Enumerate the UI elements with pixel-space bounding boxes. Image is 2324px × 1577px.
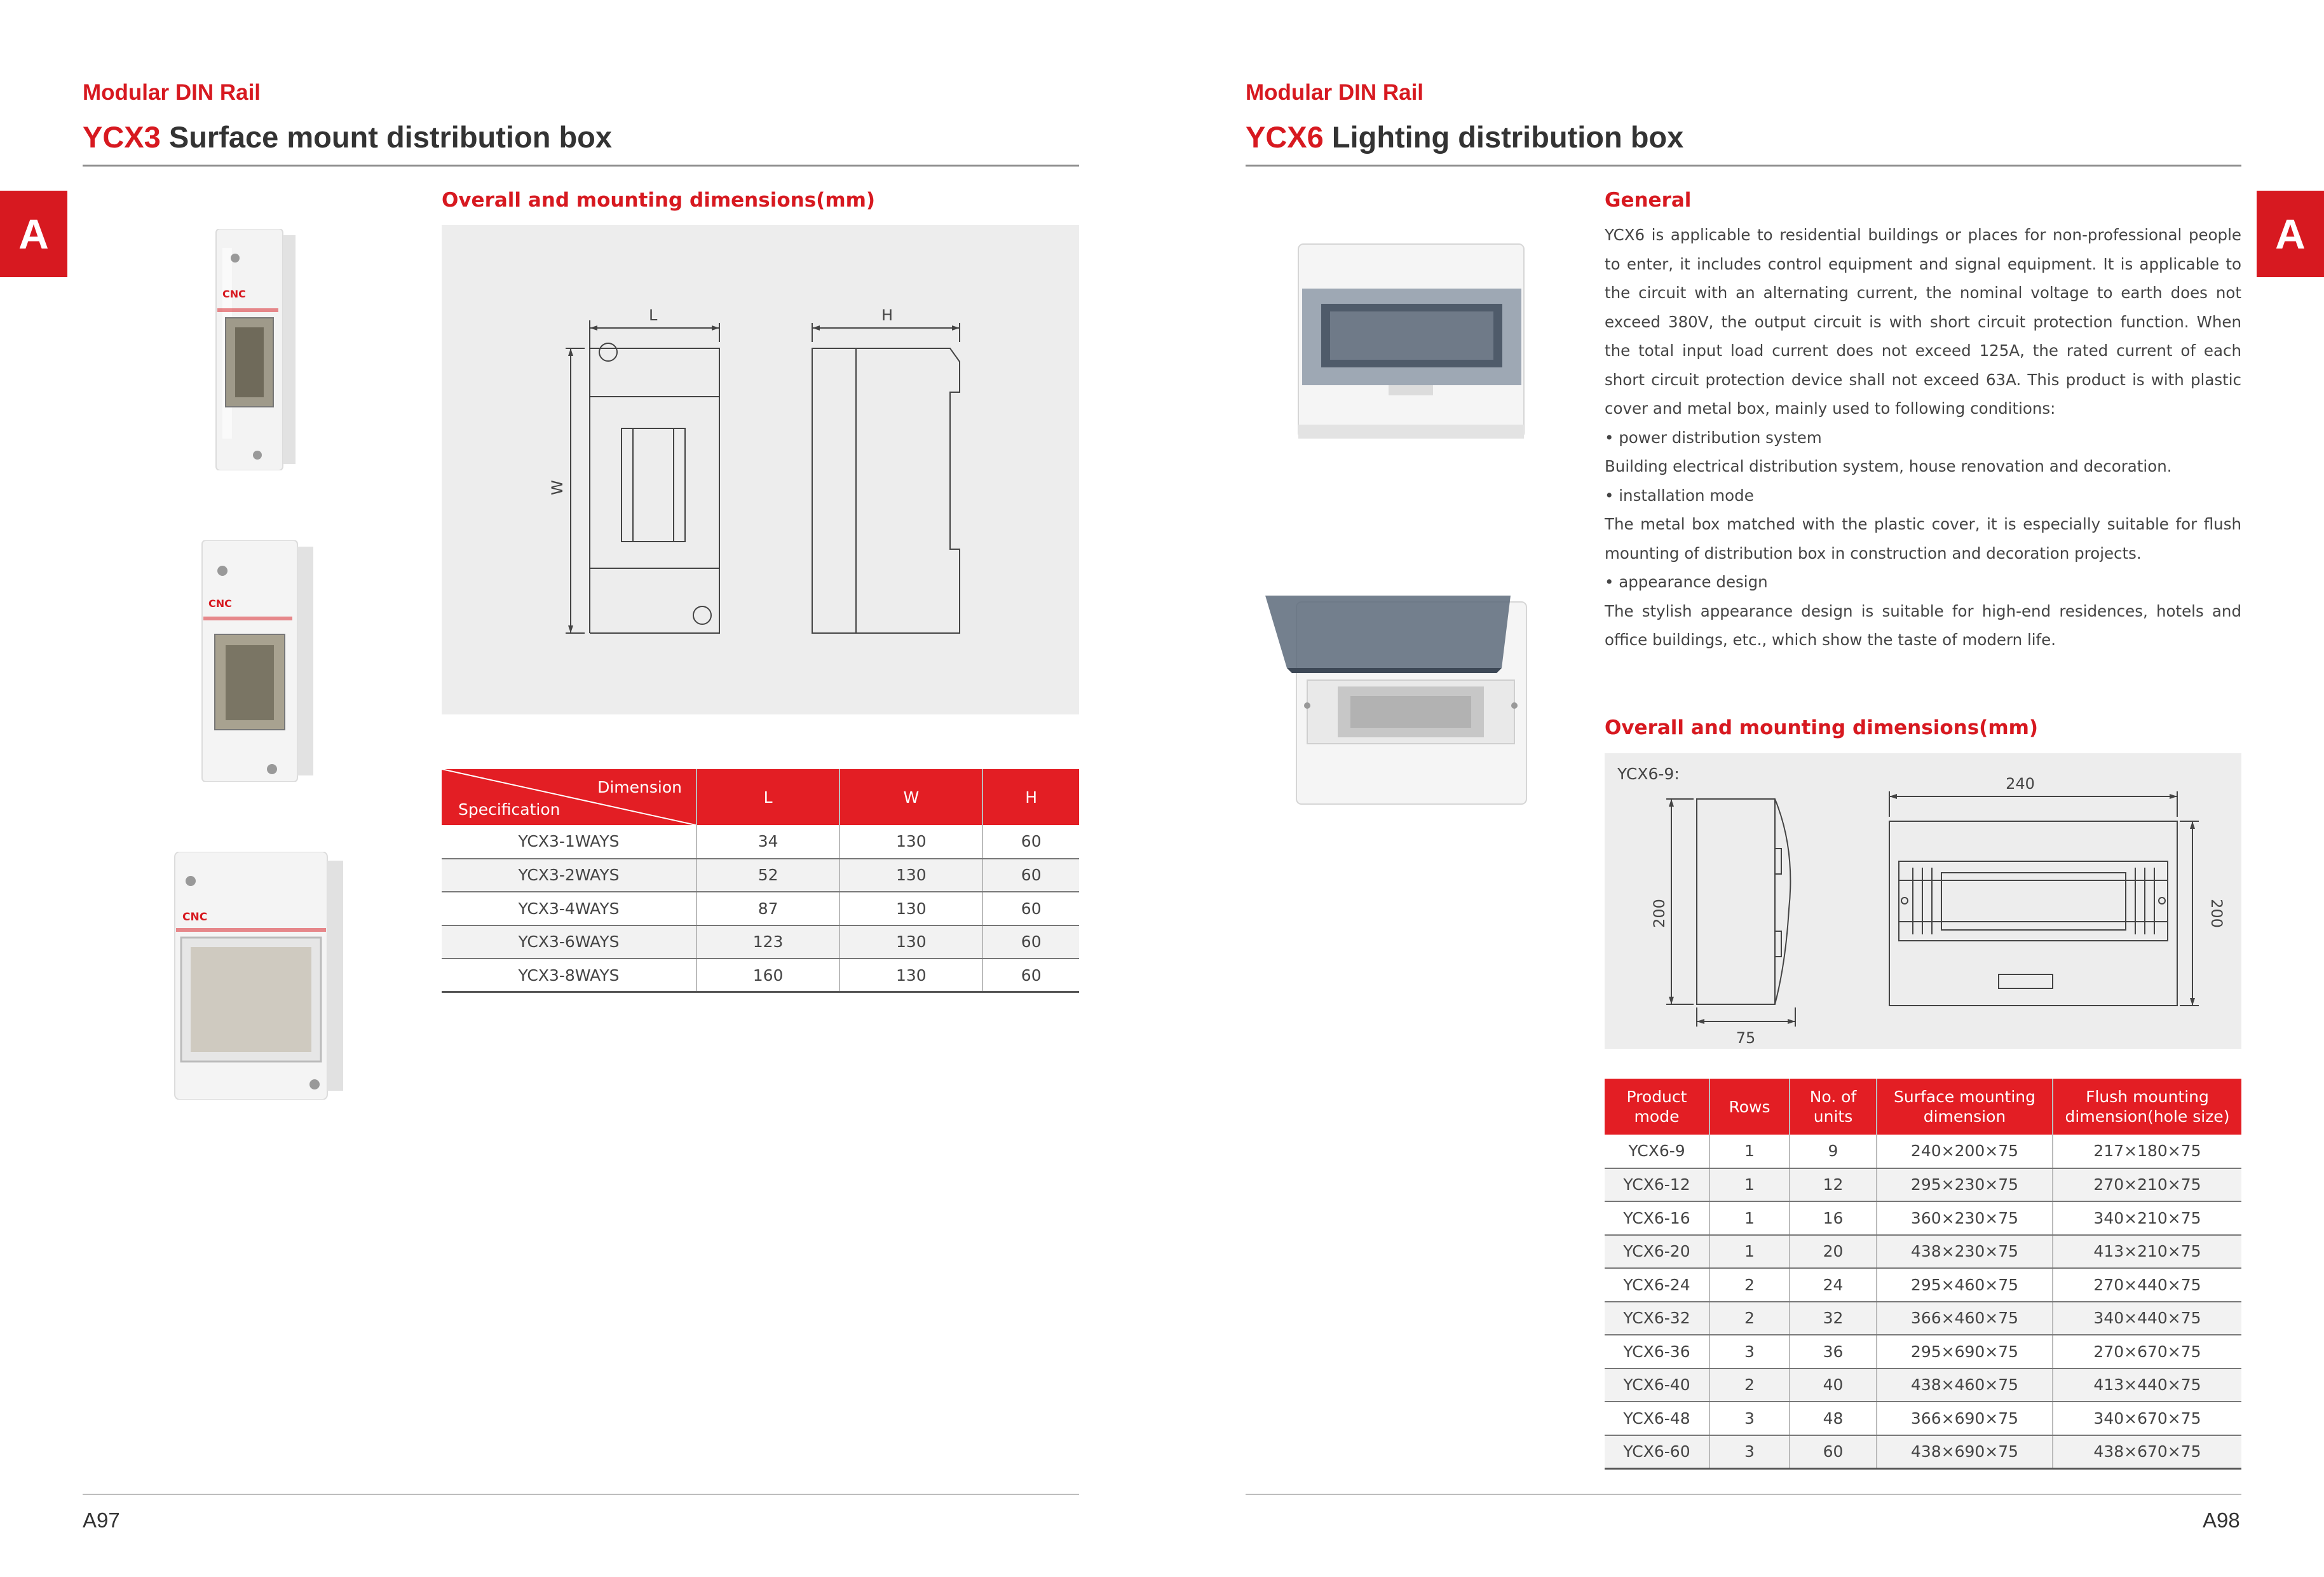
table-row	[1605, 1335, 2241, 1369]
table-row	[1605, 1135, 2241, 1168]
table-cell: 366×690×75	[1877, 1402, 2053, 1435]
table-cell: 60	[982, 859, 1079, 892]
right-footer-rule	[1246, 1494, 2241, 1495]
table-cell: YCX6-20	[1605, 1235, 1709, 1269]
ycx3-2way-product-image	[197, 540, 318, 782]
general-bullet-appearance: • appearance design	[1605, 573, 1768, 591]
table-cell: 2	[1709, 1302, 1790, 1335]
header-dimension: Dimension	[597, 778, 682, 796]
general-bullet-power: • power distribution system	[1605, 428, 1822, 447]
header-w: W	[839, 769, 982, 825]
table-cell: YCX6-9	[1605, 1135, 1709, 1168]
general-paragraph-installation: The metal box matched with the plastic cover, it is especially suitable for flush mounting of distribution box in construction and decoration projects.	[1605, 515, 2241, 563]
general-paragraph-power: Building electrical distribution system, house renovation and decoration.	[1605, 457, 2172, 475]
dim-front-height: 200	[2208, 899, 2225, 928]
table-cell: 130	[839, 825, 982, 859]
table-row	[1605, 1402, 2241, 1435]
table-row	[442, 859, 1079, 892]
table-cell: 217×180×75	[2053, 1135, 2241, 1168]
header-product-mode: Product mode	[1605, 1079, 1709, 1135]
ycx3-4way-product-image	[168, 852, 346, 1100]
right-title-rest: Lighting distribution box	[1323, 120, 1684, 154]
header-h: H	[982, 769, 1079, 825]
table-cell: 1	[1709, 1201, 1790, 1235]
table-cell: 340×440×75	[2053, 1302, 2241, 1335]
dim-side-height: 200	[1650, 899, 1668, 928]
ycx6-specification-table	[1605, 1079, 2241, 1470]
table-cell: YCX6-12	[1605, 1168, 1709, 1202]
table-row	[1605, 1435, 2241, 1469]
right-section-tab: A	[2257, 191, 2324, 277]
table-cell: 130	[839, 892, 982, 925]
table-corner-header	[442, 769, 697, 825]
header-units: No. of units	[1790, 1079, 1877, 1135]
dim-label-h: H	[881, 306, 894, 324]
table-cell: YCX6-60	[1605, 1435, 1709, 1469]
table-cell: 366×460×75	[1877, 1302, 2053, 1335]
table-cell: YCX3-1WAYS	[442, 825, 697, 859]
table-cell: 340×670×75	[2053, 1402, 2241, 1435]
table-cell: 9	[1790, 1135, 1877, 1168]
table-row	[1605, 1369, 2241, 1402]
table-cell: 160	[697, 959, 839, 992]
left-page-number: A97	[83, 1508, 120, 1532]
table-cell: YCX3-8WAYS	[442, 959, 697, 992]
left-page-title	[83, 119, 612, 154]
table-cell: 2	[1709, 1369, 1790, 1402]
left-dimensions-heading: Overall and mounting dimensions(mm)	[442, 189, 876, 212]
ycx6-closed-product-image	[1293, 240, 1528, 444]
table-cell: 123	[697, 925, 839, 959]
ycx3-dimension-drawing	[442, 225, 1079, 714]
table-cell: 340×210×75	[2053, 1201, 2241, 1235]
header-l: L	[697, 769, 839, 825]
table-cell: 295×690×75	[1877, 1335, 2053, 1369]
table-cell: 130	[839, 959, 982, 992]
right-page-number: A98	[2203, 1508, 2240, 1532]
drawing-model-label: YCX6-9:	[1617, 765, 1680, 783]
table-cell: 3	[1709, 1335, 1790, 1369]
general-paragraph-intro: YCX6 is applicable to residential buildings or places for non-professional people to enter, it includes control equipment and signal equipment. It is applicable to the circuit with an alternating current, the nominal voltage to earth does not exceed 380V, the output circuit is with short circuit protection function. When the total input load current does not exceed 125A, the rated current of each short circuit protection device shall not exceed 63A. This product is with plastic cover and metal box, mainly used to following conditions:	[1605, 226, 2241, 418]
table-cell: 240×200×75	[1877, 1135, 2053, 1168]
table-cell: 60	[982, 959, 1079, 992]
general-heading: General	[1605, 189, 1692, 212]
header-flush-mounting: Flush mounting dimension(hole size)	[2053, 1079, 2241, 1135]
table-cell: 438×690×75	[1877, 1435, 2053, 1469]
table-cell: 360×230×75	[1877, 1201, 2053, 1235]
ycx6-open-product-image	[1261, 594, 1532, 810]
table-cell: 87	[697, 892, 839, 925]
right-title-code: YCX6	[1246, 120, 1324, 154]
table-cell: 34	[697, 825, 839, 859]
table-row	[1605, 1302, 2241, 1335]
table-cell: 270×670×75	[2053, 1335, 2241, 1369]
table-cell: 3	[1709, 1435, 1790, 1469]
header-specification: Specification	[458, 800, 561, 819]
table-cell: 40	[1790, 1369, 1877, 1402]
table-cell: YCX6-24	[1605, 1268, 1709, 1302]
table-cell: 60	[982, 825, 1079, 859]
table-cell: YCX6-48	[1605, 1402, 1709, 1435]
right-header-rule	[1246, 165, 2241, 167]
table-cell: 295×460×75	[1877, 1268, 2053, 1302]
header-rows: Rows	[1709, 1079, 1790, 1135]
general-paragraph-appearance: The stylish appearance design is suitable for high-end residences, hotels and office buildings, etc., which show the taste of modern life.	[1605, 601, 2241, 649]
table-row	[1605, 1235, 2241, 1269]
table-row	[1605, 1168, 2241, 1202]
table-cell: 2	[1709, 1268, 1790, 1302]
table-cell: 130	[839, 859, 982, 892]
table-cell: YCX6-16	[1605, 1201, 1709, 1235]
table-cell: 32	[1790, 1302, 1877, 1335]
table-cell: YCX6-32	[1605, 1302, 1709, 1335]
table-row	[442, 892, 1079, 925]
left-title-rest: Surface mount distribution box	[160, 120, 613, 154]
table-cell: YCX3-2WAYS	[442, 859, 697, 892]
table-cell: 60	[1790, 1435, 1877, 1469]
table-cell: YCX3-4WAYS	[442, 892, 697, 925]
table-cell: 438×460×75	[1877, 1369, 2053, 1402]
left-section-tab: A	[0, 191, 67, 277]
product-brand-logo: CNC	[222, 288, 246, 300]
general-description	[1605, 221, 2241, 655]
product-brand-logo: CNC	[208, 597, 232, 610]
dim-depth: 75	[1736, 1029, 1756, 1047]
table-row	[442, 959, 1079, 992]
table-cell: 1	[1709, 1135, 1790, 1168]
left-category: Modular DIN Rail	[83, 80, 261, 105]
table-row	[442, 825, 1079, 859]
table-cell: 20	[1790, 1235, 1877, 1269]
table-cell: 16	[1790, 1201, 1877, 1235]
left-title-code: YCX3	[83, 120, 161, 154]
table-cell: 24	[1790, 1268, 1877, 1302]
table-cell: 413×210×75	[2053, 1235, 2241, 1269]
ycx3-dimension-table	[442, 769, 1079, 993]
table-cell: YCX6-40	[1605, 1369, 1709, 1402]
general-bullet-installation: • installation mode	[1605, 486, 1754, 505]
dim-label-l: L	[649, 306, 658, 324]
table-row	[1605, 1268, 2241, 1302]
ycx3-dimension-drawing-panel	[442, 225, 1079, 714]
ycx6-dimension-drawing	[1605, 753, 2241, 1049]
table-cell: 60	[982, 925, 1079, 959]
table-cell: 1	[1709, 1235, 1790, 1269]
table-cell: 438×230×75	[1877, 1235, 2053, 1269]
ycx6-dimension-drawing-panel	[1605, 753, 2241, 1049]
table-cell: 3	[1709, 1402, 1790, 1435]
right-page-title	[1246, 119, 1683, 154]
table-cell: 413×440×75	[2053, 1369, 2241, 1402]
table-cell: YCX3-6WAYS	[442, 925, 697, 959]
table-cell: 438×670×75	[2053, 1435, 2241, 1469]
left-footer-rule	[83, 1494, 1079, 1495]
table-cell: 130	[839, 925, 982, 959]
table-cell: 48	[1790, 1402, 1877, 1435]
product-brand-logo: CNC	[182, 911, 208, 924]
table-cell: YCX6-36	[1605, 1335, 1709, 1369]
right-dimensions-heading: Overall and mounting dimensions(mm)	[1605, 716, 2039, 739]
dim-front-width: 240	[2006, 775, 2035, 793]
table-row	[442, 925, 1079, 959]
table-cell: 52	[697, 859, 839, 892]
table-cell: 36	[1790, 1335, 1877, 1369]
table-cell: 295×230×75	[1877, 1168, 2053, 1202]
header-surface-mounting: Surface mounting dimension	[1877, 1079, 2053, 1135]
ycx3-1way-product-image	[210, 229, 299, 470]
dim-label-w: W	[548, 480, 566, 495]
right-category: Modular DIN Rail	[1246, 80, 1424, 105]
table-cell: 12	[1790, 1168, 1877, 1202]
table-cell: 270×210×75	[2053, 1168, 2241, 1202]
table-row	[1605, 1201, 2241, 1235]
table-cell: 60	[982, 892, 1079, 925]
table-cell: 270×440×75	[2053, 1268, 2241, 1302]
left-header-rule	[83, 165, 1079, 167]
table-cell: 1	[1709, 1168, 1790, 1202]
